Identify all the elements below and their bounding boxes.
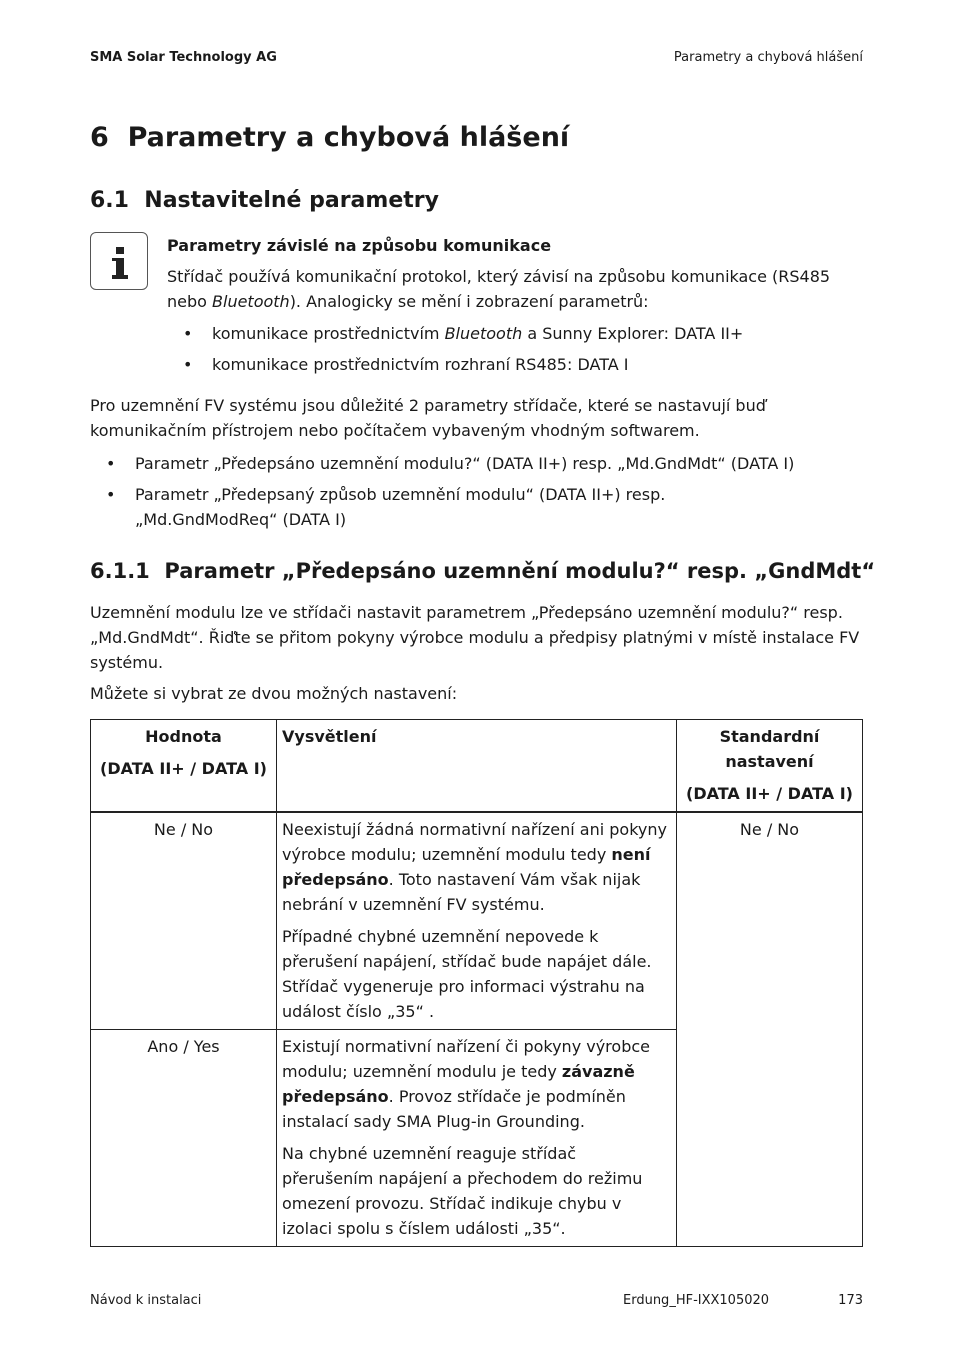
settings-table (90, 719, 863, 1247)
info-icon (90, 232, 148, 290)
info-note (167, 233, 867, 314)
cell-explanation: Neexistují žádná normativní nařízení ani pokyny výrobce modulu; uzemnění modulu tedy není předepsáno. Toto nastavení Vám však nijak nebrání v uzemnění FV systému. Případné chybné uzemnění nepovede k přerušení napájení, střídač bude napájet dále. Střídač vygeneruje pro informaci výstrahu na událost číslo „35“ . (277, 812, 677, 1030)
cell-value: Ano / Yes (91, 1030, 277, 1247)
footer-doc-id: Erdung_HF-IXX105020 (623, 1293, 770, 1308)
chapter-title: 6 Parametry a chybová hlášení (90, 122, 570, 153)
table-row (91, 812, 863, 1030)
header-company: SMA Solar Technology AG (90, 50, 277, 65)
list-item: • komunikace prostřednictvím rozhraní RS485: DATA I (183, 352, 863, 377)
intro-paragraph: Pro uzemnění FV systému jsou důležité 2 parametry střídače, které se nastavují buď komunikačním přístrojem nebo počítačem vybaveným vhodným softwarem. (90, 396, 766, 440)
list-item: • komunikace prostřednictvím Bluetooth a Sunny Explorer: DATA II+ (183, 321, 863, 346)
subsection-paragraph: Uzemnění modulu lze ve střídači nastavit parametrem „Předepsáno uzemnění modulu?“ resp. „Md.GndMdt“. Řiďte se přitom pokyny výrobce modulu a předpisy platnými v místě instalace FV systému. (90, 603, 860, 672)
note-list (183, 321, 863, 383)
header-default: Standardní nastavení (DATA II+ / DATA I) (677, 720, 863, 813)
section-title: 6.1 Nastavitelné parametry (90, 188, 439, 213)
header-value: Hodnota (DATA II+ / DATA I) (91, 720, 277, 813)
header-explanation: Vysvětlení (277, 720, 677, 813)
cell-explanation: Existují normativní nařízení či pokyny výrobce modulu; uzemnění modulu je tedy závazně předepsáno. Provoz střídače je podmíněn instalací sady SMA Plug-in Grounding. Na chybné uzemnění reaguje střídač přerušením napájení a přechodem do režimu omezení provozu. Střídač indikuje chybu v izolaci spolu s číslem události „35“. (277, 1030, 677, 1247)
footer-title: Návod k instalaci (90, 1293, 202, 1308)
cell-value: Ne / No (91, 812, 277, 1030)
subsection-title: 6.1.1 Parametr „Předepsáno uzemnění modulu?“ resp. „GndMdt“ (90, 559, 876, 583)
parameter-list (106, 451, 866, 538)
list-item: • Parametr „Předepsáno uzemnění modulu?“ (DATA II+) resp. „Md.GndMdt“ (DATA I) (106, 451, 866, 476)
note-title: Parametry závislé na způsobu komunikace (167, 236, 552, 255)
page-number: 173 (838, 1293, 863, 1308)
note-body: Střídač používá komunikační protokol, který závisí na způsobu komunikace (RS485 nebo Bluetooth). Analogicky se mění i zobrazení parametrů: (167, 267, 831, 311)
list-item: • Parametr „Předepsaný způsob uzemnění modulu“ (DATA II+) resp. „Md.GndModReq“ (DATA I) (106, 482, 866, 532)
choice-paragraph: Můžete si vybrat ze dvou možných nastavení: (90, 684, 458, 703)
header-section: Parametry a chybová hlášení (673, 50, 863, 65)
cell-default: Ne / No (677, 812, 863, 1247)
